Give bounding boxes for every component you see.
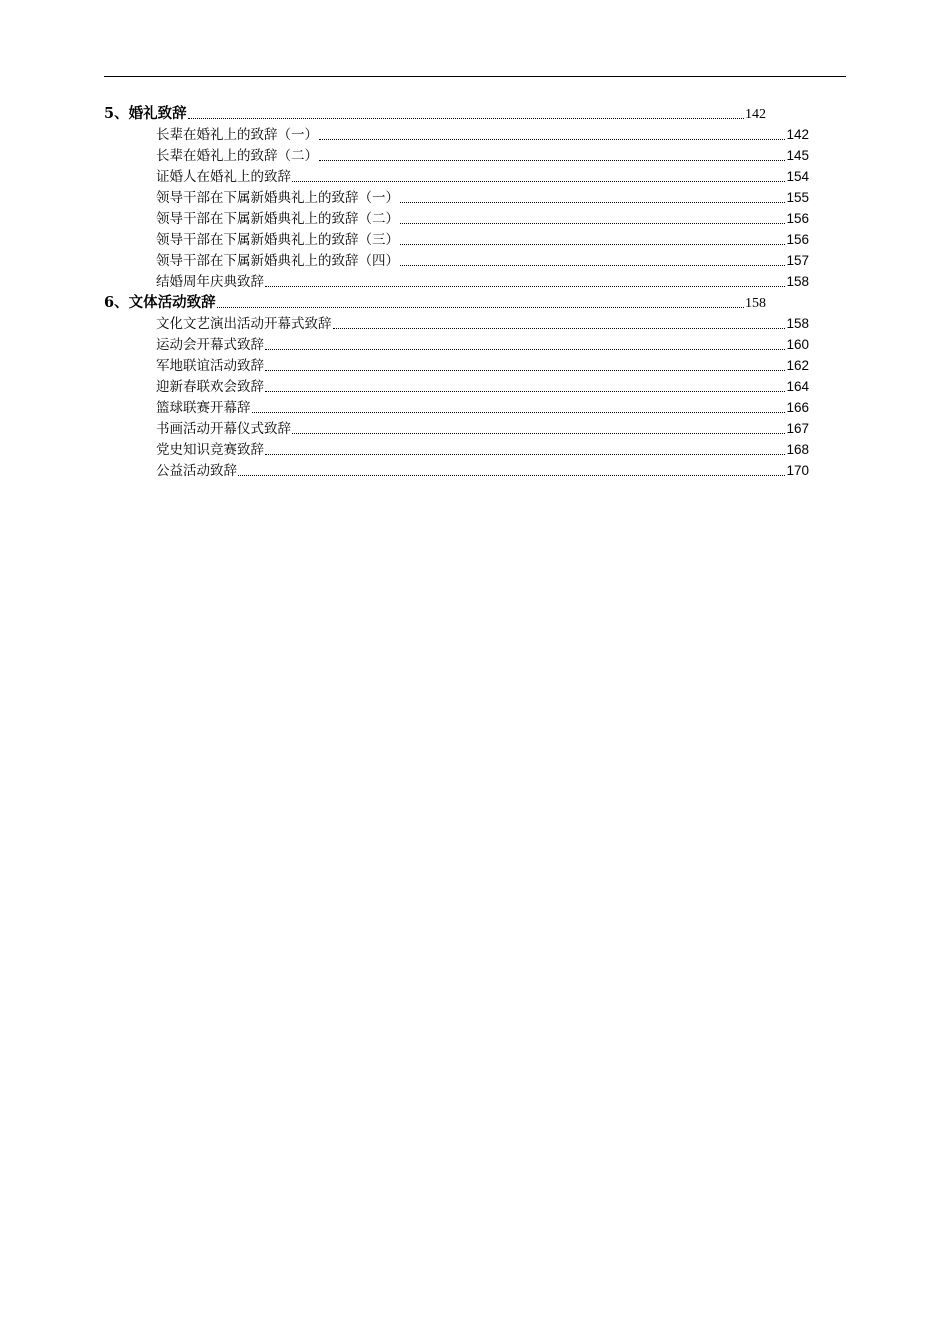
toc-item[interactable] (156, 439, 809, 460)
toc-item[interactable] (156, 187, 809, 208)
toc-page-number: 158 (786, 274, 809, 289)
toc-item[interactable] (156, 460, 809, 481)
dot-leader (252, 411, 786, 413)
dot-leader (319, 159, 785, 161)
toc-page-number: 156 (786, 232, 809, 247)
toc-item-title: 篮球联赛开幕辞 (156, 400, 251, 416)
toc-item-title: 领导干部在下属新婚典礼上的致辞（四） (156, 253, 399, 269)
dot-leader (265, 369, 785, 371)
toc-item[interactable] (156, 418, 809, 439)
toc-page-number: 166 (786, 400, 809, 415)
toc-page-number: 164 (786, 379, 809, 394)
toc-item[interactable] (156, 355, 809, 376)
toc-item-title: 结婚周年庆典致辞 (156, 274, 264, 290)
toc-item[interactable] (156, 250, 809, 271)
dot-leader (400, 264, 785, 266)
toc-item-title: 军地联谊活动致辞 (156, 358, 264, 374)
toc-page-number: 157 (786, 253, 809, 268)
toc-item-title: 运动会开幕式致辞 (156, 337, 264, 353)
toc-item-title: 长辈在婚礼上的致辞（二） (156, 148, 318, 164)
dot-leader (188, 117, 744, 119)
toc-section-heading[interactable] (104, 103, 766, 124)
toc-item[interactable] (156, 145, 809, 166)
dot-leader (292, 180, 785, 182)
toc-item-title: 书画活动开幕仪式致辞 (156, 421, 291, 437)
toc-section-heading[interactable] (104, 292, 766, 313)
toc-item-title: 迎新春联欢会致辞 (156, 379, 264, 395)
toc-item-title: 党史知识竞赛致辞 (156, 442, 264, 458)
dot-leader (238, 474, 785, 476)
toc-page-number: 142 (745, 107, 766, 122)
toc-page-number: 156 (786, 211, 809, 226)
toc-item-title: 公益活动致辞 (156, 463, 237, 479)
toc-page-number: 170 (786, 463, 809, 478)
toc-page-number: 167 (786, 421, 809, 436)
toc-item-title: 领导干部在下属新婚典礼上的致辞（二） (156, 211, 399, 227)
dot-leader (265, 390, 785, 392)
toc-page-number: 160 (786, 337, 809, 352)
dot-leader (400, 222, 785, 224)
toc-page-number: 142 (786, 127, 809, 142)
toc-page-number: 158 (745, 296, 766, 311)
dot-leader (217, 306, 744, 308)
toc-item-title: 领导干部在下属新婚典礼上的致辞（一） (156, 190, 399, 206)
toc-item[interactable] (156, 271, 809, 292)
toc-item-title: 文化文艺演出活动开幕式致辞 (156, 316, 332, 332)
toc-item[interactable] (156, 124, 809, 145)
header-rule (104, 76, 846, 77)
dot-leader (319, 138, 785, 140)
toc-page-number: 145 (786, 148, 809, 163)
dot-leader (400, 201, 785, 203)
toc-item[interactable] (156, 166, 809, 187)
toc-item-title: 证婚人在婚礼上的致辞 (156, 169, 291, 185)
dot-leader (265, 453, 785, 455)
toc-item[interactable] (156, 334, 809, 355)
toc-item[interactable] (156, 313, 809, 334)
toc-item[interactable] (156, 208, 809, 229)
dot-leader (333, 327, 786, 329)
toc-page-number: 155 (786, 190, 809, 205)
toc-item[interactable] (156, 229, 809, 250)
toc-section-title: 5、婚礼致辞 (104, 105, 187, 122)
toc-section-title: 6、文体活动致辞 (104, 294, 216, 311)
dot-leader (400, 243, 785, 245)
toc-page-number: 162 (786, 358, 809, 373)
toc-item[interactable] (156, 397, 809, 418)
toc-item-title: 长辈在婚礼上的致辞（一） (156, 127, 318, 143)
toc-page-number: 154 (786, 169, 809, 184)
toc-page-number: 168 (786, 442, 809, 457)
dot-leader (265, 348, 785, 350)
toc-page-number: 158 (786, 316, 809, 331)
dot-leader (265, 285, 785, 287)
toc-item[interactable] (156, 376, 809, 397)
dot-leader (292, 432, 785, 434)
toc-item-title: 领导干部在下属新婚典礼上的致辞（三） (156, 232, 399, 248)
